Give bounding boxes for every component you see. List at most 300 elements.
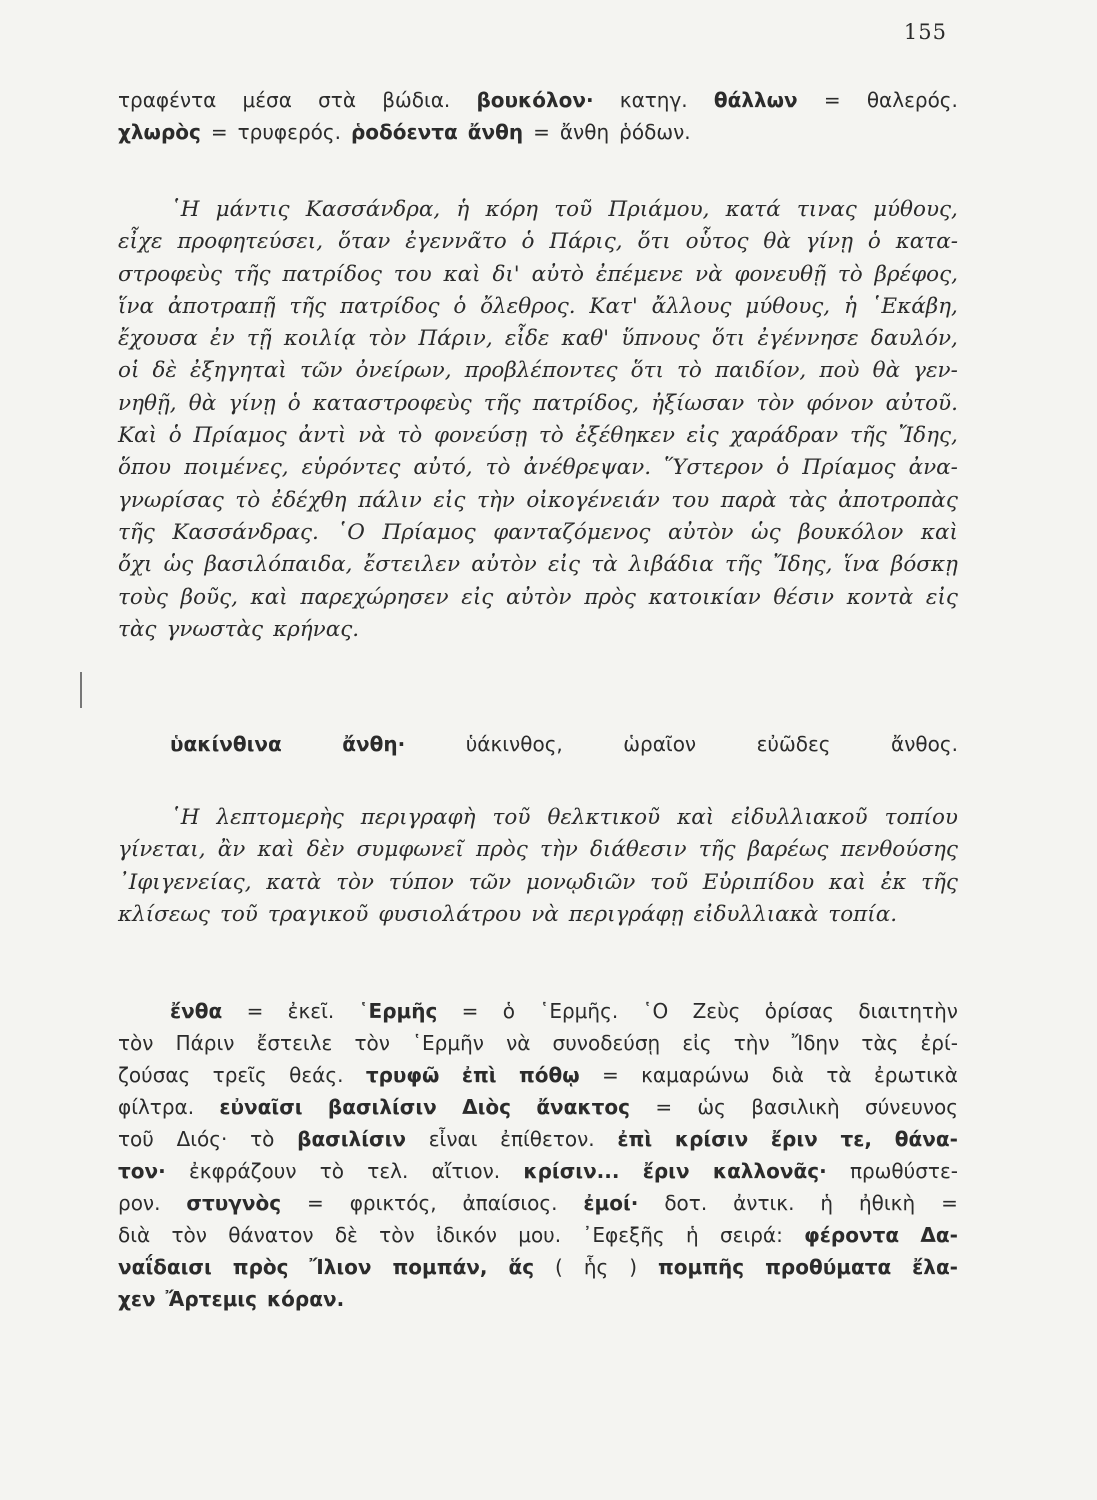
- word: Πάρις,: [549, 229, 623, 255]
- word: καὶ: [443, 261, 481, 287]
- word: Κατ': [589, 293, 638, 319]
- word: ἂν: [217, 837, 246, 863]
- word: εἶδε: [504, 326, 550, 352]
- word: βώδια.: [382, 88, 451, 112]
- text-line: [118, 1027, 958, 1059]
- word: γίνεται,: [118, 837, 206, 863]
- commentary-paragraph-2: [118, 802, 958, 931]
- bold-term: ἄνακτος: [536, 1095, 630, 1119]
- word: τὰς: [118, 616, 157, 642]
- word: φυσιολάτρου: [378, 901, 522, 927]
- word: σύνευνος: [865, 1095, 958, 1119]
- word: δι': [492, 261, 520, 287]
- text-line: [118, 1187, 958, 1219]
- word: Πρίαμος: [802, 455, 896, 481]
- word: θὰ: [763, 229, 791, 255]
- text-line: [118, 1123, 958, 1155]
- word: ἀπαίσιος.: [462, 1191, 558, 1215]
- word: τοῦ: [492, 805, 531, 830]
- word: Καὶ: [118, 423, 158, 449]
- word: μύθους,: [745, 293, 831, 319]
- word: τὸ: [235, 487, 261, 513]
- word: δοτ.: [664, 1191, 708, 1215]
- word: νηθῇ,: [118, 390, 177, 416]
- word: τὸν: [756, 390, 795, 416]
- word: εἶναι: [428, 1127, 478, 1151]
- word: ἡ: [843, 293, 857, 319]
- word: ἄνθη: [559, 120, 610, 144]
- bold-term: ναΐδαισι: [118, 1255, 212, 1279]
- bold-term: ἔλα-: [912, 1255, 958, 1279]
- word: διαιτητὴν: [858, 999, 958, 1023]
- word: ὑάκινθος,: [465, 732, 563, 756]
- word: γνωστὰς: [166, 616, 264, 642]
- word: νὰ: [358, 423, 386, 449]
- word: αὐτὸν: [667, 519, 734, 545]
- word: αὐτὸν: [506, 584, 572, 610]
- word: κατηγ.: [619, 88, 688, 112]
- text-line: [118, 420, 958, 452]
- word: ὕπνους: [621, 326, 700, 352]
- word: καὶ: [250, 584, 288, 610]
- word: Ἴδης,: [773, 552, 833, 578]
- word: πρωθύστε-: [849, 1159, 958, 1183]
- word: μύθους,: [873, 197, 958, 222]
- word: τοὺς: [118, 584, 168, 610]
- word: διάθεσιν: [589, 837, 687, 863]
- word: πατρίδος,: [532, 390, 640, 416]
- word: εὑρόντες: [301, 455, 401, 481]
- margin-mark: [80, 672, 82, 708]
- word: βοῦς,: [180, 584, 238, 610]
- word: τρυφερός.: [237, 120, 341, 144]
- text-line: [118, 995, 958, 1027]
- word: ἀνέθρεψαν.: [523, 455, 652, 481]
- word: πάλιν: [358, 487, 422, 513]
- bold-term: τον·: [118, 1159, 166, 1183]
- word: ἰδικόν: [435, 1223, 497, 1247]
- word: του: [393, 261, 432, 287]
- word: τὸν: [379, 1223, 415, 1247]
- word: φονεύσῃ: [433, 423, 528, 449]
- word: εἰς: [433, 487, 466, 513]
- word: τραφέντα: [118, 88, 217, 112]
- word: φονευθῇ: [734, 261, 826, 287]
- word: ἡ: [456, 197, 470, 222]
- bold-term: χλωρὸς: [118, 120, 201, 144]
- word: πατρίδος: [282, 261, 382, 287]
- word: Πρίαμος: [382, 519, 476, 545]
- text-line: [118, 194, 958, 226]
- word: φανταζόμενος: [493, 519, 651, 545]
- text-line: [118, 116, 958, 148]
- word: αὐτοῦ.: [885, 390, 958, 416]
- word: Εὐριπίδου: [702, 869, 815, 895]
- word: ῾Ο: [336, 519, 365, 545]
- word: ὡς: [697, 1095, 726, 1119]
- word: Ἴδην: [791, 1031, 840, 1055]
- word: προβλέποντες: [464, 358, 618, 384]
- bold-term: ἄνθη·: [342, 732, 406, 756]
- word: τὸν: [171, 1223, 207, 1247]
- word: τρεῖς: [212, 1063, 267, 1087]
- word: =: [533, 120, 550, 144]
- word: λεπτομερὴς: [216, 805, 344, 830]
- word: =: [655, 1095, 673, 1119]
- word: θεάς.: [289, 1063, 344, 1087]
- word: τοῦ: [554, 197, 593, 222]
- word: ἠθικὴ: [859, 1191, 916, 1215]
- bold-term: ἔριν: [770, 1127, 818, 1151]
- word: εὐῶδες: [756, 732, 831, 756]
- word: ἐρωτικὰ: [873, 1063, 958, 1087]
- word: ὡς: [163, 552, 194, 578]
- bold-term: Ἴλιον: [309, 1255, 372, 1279]
- word: τὸ: [837, 261, 863, 287]
- word: ἀποτραπῇ: [167, 293, 276, 319]
- word: τὰ: [591, 552, 618, 578]
- word: ὁ: [287, 390, 301, 416]
- word: νὰ: [506, 1031, 531, 1055]
- word: ῾Ερμῆν: [412, 1031, 484, 1055]
- bold-term: βουκόλον·: [476, 88, 594, 112]
- word: ἐγέννησε: [757, 326, 859, 352]
- word: τὸν: [118, 1031, 154, 1055]
- word: τοπία.: [828, 901, 898, 927]
- word: καθ': [561, 326, 610, 352]
- word: ἐπίθετον.: [500, 1127, 595, 1151]
- word: δαυλόν,: [870, 326, 958, 352]
- word: τραγικοῦ: [267, 901, 369, 927]
- word: ὡραῖον: [623, 732, 697, 756]
- word: τῇ: [246, 326, 272, 352]
- word: θὰ: [188, 390, 217, 416]
- word: βαρέως: [747, 837, 829, 863]
- word: ὁ: [502, 999, 516, 1023]
- word: ποὺ: [819, 358, 860, 384]
- bold-term: στυγνὸς: [186, 1191, 282, 1215]
- text-line: [118, 226, 958, 258]
- word: συμφωνεῖ: [356, 837, 464, 863]
- bold-term: χεν: [118, 1287, 156, 1311]
- word: μου.: [518, 1223, 562, 1247]
- page-number: 155: [903, 20, 947, 44]
- text-line: [118, 802, 958, 834]
- word: θέσιν: [773, 584, 835, 610]
- word: ἐκφράζουν: [188, 1159, 297, 1183]
- word: τὸν: [354, 1031, 390, 1055]
- word: φίλτρα.: [118, 1095, 195, 1119]
- bold-term: Διὸς: [462, 1095, 511, 1119]
- word: εἰδυλλιακοῦ: [731, 805, 868, 830]
- word: παρεχώρησεν: [300, 584, 449, 610]
- word: τὰς: [788, 487, 827, 513]
- word: ὁ: [776, 455, 790, 481]
- word: τὴν: [539, 837, 578, 863]
- text-line: [118, 1091, 958, 1123]
- word: λιβάδια: [628, 552, 714, 578]
- word: εἰς: [547, 552, 580, 578]
- word: οἰκογένειάν: [526, 487, 660, 513]
- word: τῆς: [483, 390, 521, 416]
- word: ὅτι: [630, 358, 664, 384]
- word: στροφεὺς: [118, 261, 222, 287]
- word: εἶχε: [118, 229, 163, 255]
- word: ἡ: [820, 1191, 834, 1215]
- vocabulary-paragraph-2: [118, 728, 958, 760]
- word: βόσκῃ: [890, 552, 958, 578]
- word: εἰς: [925, 584, 958, 610]
- bold-term: ῥοδόεντα: [350, 120, 458, 144]
- word: ποιμένες,: [184, 455, 289, 481]
- word: νὰ: [695, 261, 723, 287]
- word: θάνατον: [228, 1223, 314, 1247]
- word: εἰδυλλιακὰ: [693, 901, 819, 927]
- text-line: [118, 1155, 958, 1187]
- word: τῆς: [698, 837, 736, 863]
- word: ἐκ: [880, 869, 907, 895]
- word: Ἴδης,: [898, 423, 958, 449]
- word: τῆς: [921, 869, 958, 895]
- bold-term: θάνα-: [894, 1127, 958, 1151]
- word: τὸ: [397, 423, 423, 449]
- text-line: [118, 84, 958, 116]
- word: μάντις: [215, 197, 290, 222]
- word: τῶν: [299, 358, 343, 384]
- word: διὰ: [771, 1063, 804, 1087]
- word: ὁ: [168, 423, 182, 449]
- text-line: [118, 549, 958, 581]
- word: πενθούσης: [840, 837, 958, 863]
- text-line: [118, 582, 958, 614]
- word: του: [671, 487, 710, 513]
- word: ὡς: [751, 519, 781, 545]
- word: αὐτό,: [413, 455, 473, 481]
- word: ὁ: [453, 293, 467, 319]
- bold-term: ἄνθη: [467, 120, 524, 144]
- word: ὁ: [521, 229, 535, 255]
- word: δὲ: [152, 358, 177, 384]
- word: γνωρίσας: [118, 487, 224, 513]
- word: Πάριν,: [418, 326, 493, 352]
- bold-term: ἔνθα: [170, 999, 223, 1023]
- word: οἱ: [118, 358, 140, 384]
- bold-term: ῾Ερμῆς: [358, 999, 438, 1023]
- bold-term: θάλλων: [713, 88, 798, 112]
- word: θὰ: [872, 358, 901, 384]
- word: ἐκεῖ.: [287, 999, 335, 1023]
- word: εἰς: [682, 1031, 712, 1055]
- word: φόνον: [806, 390, 874, 416]
- word: Ζεὺς: [692, 999, 741, 1023]
- word: τοπίου: [884, 805, 958, 830]
- word: τὸν: [336, 869, 374, 895]
- bold-term: εὐναῖσι: [219, 1095, 303, 1119]
- word: τοῦ: [650, 869, 689, 895]
- commentary-paragraph-1: [118, 194, 958, 646]
- bold-term: πόθῳ: [518, 1063, 580, 1087]
- word: τὰς: [861, 1031, 899, 1055]
- word: βασιλικὴ: [751, 1095, 840, 1119]
- text-line: [118, 899, 958, 931]
- text-line: [118, 614, 958, 646]
- word: Ὕστερον: [664, 455, 764, 481]
- text-line: [118, 485, 958, 517]
- word: ἔχουσα: [118, 326, 198, 352]
- text-line: [118, 259, 958, 291]
- word: καταστροφεὺς: [312, 390, 472, 416]
- word: ἀντικ.: [733, 1191, 795, 1215]
- word: γίνῃ: [228, 390, 276, 416]
- word: οὗτος: [685, 229, 749, 255]
- word: ὄχι: [118, 552, 153, 578]
- bold-term: πρὸς: [232, 1255, 289, 1279]
- word: ): [629, 1255, 637, 1279]
- bold-term: ἐμοί·: [583, 1191, 639, 1215]
- word: ῾Εκάβη,: [870, 293, 958, 319]
- word: τύπον: [388, 869, 454, 895]
- text-line: [118, 728, 958, 760]
- word: στὰ: [318, 88, 357, 112]
- word: κοντὰ: [846, 584, 914, 610]
- word: προφητεύσει,: [177, 229, 324, 255]
- text-line: [118, 355, 958, 387]
- word: γεν-: [913, 358, 958, 384]
- word: θαλερός.: [866, 88, 958, 112]
- word: εἰς: [461, 584, 494, 610]
- word: κατα-: [895, 229, 958, 255]
- text-line: [118, 867, 958, 899]
- word: τινας: [796, 197, 857, 222]
- word: βρέφος,: [874, 261, 958, 287]
- word: ὅπου: [118, 455, 172, 481]
- word: σειρά:: [719, 1223, 783, 1247]
- word: κοιλίᾳ: [283, 326, 356, 352]
- word: βουκόλον: [798, 519, 904, 545]
- word: τὸ: [250, 1127, 275, 1151]
- word: καμαρώνω: [641, 1063, 750, 1087]
- word: καὶ: [920, 519, 958, 545]
- word: αἴτιον.: [431, 1159, 501, 1183]
- word: =: [210, 120, 228, 144]
- word: ὀνείρων,: [355, 358, 452, 384]
- word: τοῦ: [118, 1127, 154, 1151]
- word: κατοικίαν: [648, 584, 761, 610]
- word: τὸν: [368, 326, 407, 352]
- word: ἀνα-: [908, 455, 958, 481]
- word: τῆς: [289, 293, 327, 319]
- word: ἀντὶ: [298, 423, 347, 449]
- word: Πρίαμος: [193, 423, 287, 449]
- word: τὸ: [319, 1159, 345, 1183]
- bold-term: ἔριν: [642, 1159, 690, 1183]
- word: δὲ: [334, 1223, 358, 1247]
- bold-term: Ἄρτεμις: [165, 1287, 257, 1311]
- bold-term: φέροντα: [804, 1223, 900, 1247]
- word: ἐν: [210, 326, 235, 352]
- word: ᾿Εφεξῆς: [582, 1223, 665, 1247]
- bold-term: ἐπὶ: [461, 1063, 497, 1087]
- word: παιδίον,: [714, 358, 807, 384]
- word: ῾Ερμῆς.: [539, 999, 619, 1023]
- word: τελ.: [367, 1159, 409, 1183]
- word: μονῳδιῶν: [525, 869, 636, 895]
- word: βασιλόπαιδα,: [204, 552, 353, 578]
- word: πατρίδος: [339, 293, 440, 319]
- word: ἄνθος.: [891, 732, 958, 756]
- word: ρον.: [118, 1191, 161, 1215]
- word: ἡ: [685, 1223, 699, 1247]
- word: νὰ: [531, 901, 559, 927]
- word: τῆς: [725, 552, 762, 578]
- word: κρήνας.: [273, 616, 360, 642]
- word: ὅταν: [337, 229, 391, 255]
- word: τὸ: [538, 423, 564, 449]
- word: =: [246, 999, 264, 1023]
- word: ῥόδων.: [619, 120, 691, 144]
- word: ἵνα: [118, 293, 155, 319]
- text-line: [118, 388, 958, 420]
- word: ἄλλους: [651, 293, 732, 319]
- word: αὐτὸ: [531, 261, 585, 287]
- bold-term: κόραν.: [266, 1287, 345, 1311]
- word: ἐγεννᾶτο: [405, 229, 507, 255]
- word: ἔστειλεν: [363, 552, 461, 578]
- bold-term: βασιλίσιν: [297, 1127, 406, 1151]
- word: ᾿Ιφιγενείας,: [118, 869, 252, 895]
- bold-term: πομπάν,: [392, 1255, 488, 1279]
- bold-term: τε,: [840, 1127, 873, 1151]
- bold-term: πομπῆς: [657, 1255, 745, 1279]
- word: =: [461, 999, 479, 1023]
- word: καὶ: [257, 837, 295, 863]
- word: θελκτικοῦ: [547, 805, 661, 830]
- word: χαράδραν: [730, 423, 839, 449]
- word: τὴν: [476, 487, 515, 513]
- word: Πριάμου,: [608, 197, 710, 222]
- word: Κασσάνδρα,: [305, 197, 441, 222]
- word: δὲν: [306, 837, 345, 863]
- word: τῆς: [233, 261, 271, 287]
- word: ἠξίωσαν: [651, 390, 745, 416]
- word: τῆς: [118, 519, 155, 545]
- text-line: [118, 452, 958, 484]
- bold-term: καλλονᾶς·: [712, 1159, 827, 1183]
- vocabulary-paragraph-3: [118, 995, 958, 1315]
- word: Κασσάνδρας.: [172, 519, 319, 545]
- word: ὅτι: [637, 229, 671, 255]
- word: ὅτι: [711, 326, 746, 352]
- word: περιγράφῃ: [568, 901, 684, 927]
- word: ζούσας: [118, 1063, 191, 1087]
- word: ἐξηγηταὶ: [190, 358, 287, 384]
- word: κατά: [725, 197, 781, 222]
- word: ὁ: [867, 229, 881, 255]
- word: κατὰ: [266, 869, 322, 895]
- text-line: [118, 1219, 958, 1251]
- text-line: [118, 517, 958, 549]
- text-line: [118, 291, 958, 323]
- word: διὰ: [118, 1223, 151, 1247]
- vocabulary-paragraph-1: [118, 84, 958, 148]
- word: τὴν: [733, 1031, 770, 1055]
- bold-term: βασιλίσιν: [327, 1095, 437, 1119]
- word: Διός·: [176, 1127, 228, 1151]
- word: =: [602, 1063, 619, 1087]
- word: κλίσεως: [118, 901, 210, 927]
- word: =: [307, 1191, 324, 1215]
- word: ῾Η: [170, 197, 200, 222]
